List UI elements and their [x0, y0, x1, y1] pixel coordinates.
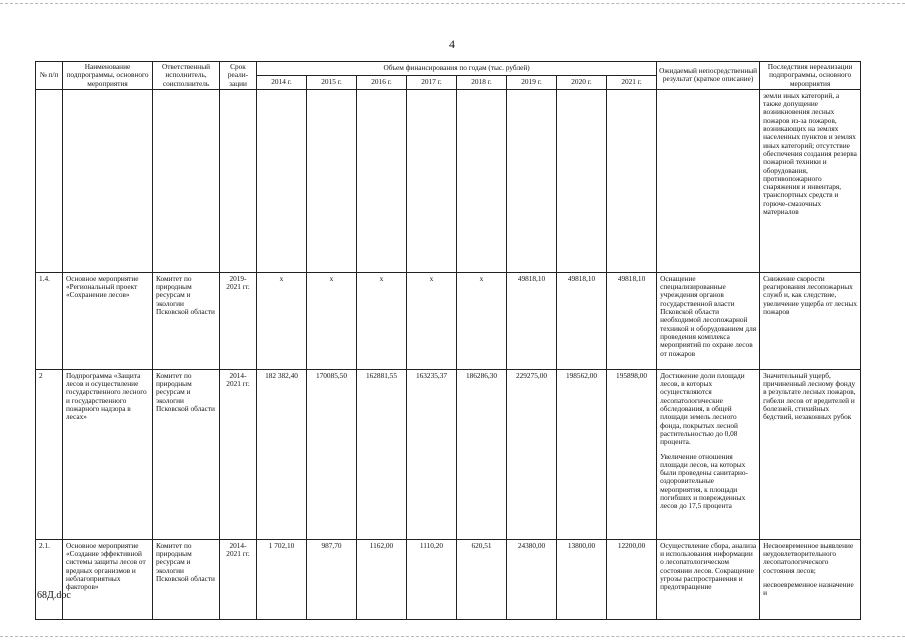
- table-header: [36, 62, 861, 90]
- cell-empty: [507, 89, 557, 272]
- cell-term: 2014-2021 гг.: [220, 369, 257, 539]
- cell-empty: [557, 89, 607, 272]
- result-paragraph: Увеличение отношения площади лесов, на которых были проведены санитарно-оздоровительные мероприятия, к площади погибших и поврежденных лесов до 17,5 процента: [660, 451, 748, 511]
- header-year: 2017 г.: [407, 75, 457, 89]
- result-paragraph: Оснащение специализированные учреждения органов государственной власти Псковской области необходимой лесопожарной техникой и оборудованием для проведения комплекса мероприятий по охране лесов от пожаров: [660, 273, 757, 358]
- header-year: 2015 г.: [307, 75, 357, 89]
- header-term: Срок реали-зации: [220, 62, 257, 90]
- cell-result: [657, 369, 760, 539]
- cell-empty: [357, 89, 407, 272]
- cell-value: 182 382,40: [257, 369, 307, 539]
- header-consequences: Последствия нереализации подпрограммы, основного мероприятия: [760, 62, 861, 90]
- cell-empty: [307, 89, 357, 272]
- table-row: [36, 272, 861, 369]
- cell-value: х: [307, 272, 357, 369]
- cell-empty: [607, 89, 657, 272]
- cell-name: Подпрограмма «Защита лесов и осуществление государственного лесного и государственного пожарного надзора в лесах»: [63, 369, 153, 539]
- program-table: [35, 61, 861, 620]
- cell-name: Основное мероприятие «Региональный проект «Сохранение лесов»: [63, 272, 153, 369]
- cell-executor: Комитет по природным ресурсам и экологии Псковской области: [153, 369, 220, 539]
- cell-empty: [36, 89, 63, 272]
- cell-value: 13800,00: [557, 539, 607, 619]
- cell-value: 1 702,10: [257, 539, 307, 619]
- cell-term: 2014-2021 гг.: [220, 539, 257, 619]
- cell-value: 163235,37: [407, 369, 457, 539]
- cell-value: х: [357, 272, 407, 369]
- header-name: Наименование подпрограммы, основного мероприятия: [63, 62, 153, 90]
- consequence-paragraph: Снижение скорости реагирования лесопожарных служб и, как следствие, увеличение ущерба от лесных пожаров: [763, 273, 857, 317]
- cell-executor: Комитет по природным ресурсам и экологии Псковской области: [153, 272, 220, 369]
- cell-num: 2.1.: [36, 539, 63, 619]
- cell-consequences: [760, 272, 861, 369]
- cell-value: 170085,50: [307, 369, 357, 539]
- cell-value: 24380,00: [507, 539, 557, 619]
- cell-empty: [407, 89, 457, 272]
- cell-num: 2: [36, 369, 63, 539]
- cell-value: 49818,10: [557, 272, 607, 369]
- cell-value: 620,51: [457, 539, 507, 619]
- scan-top-edge: [0, 3, 905, 4]
- page-number: 4: [449, 37, 455, 51]
- consequence-paragraph: Значительный ущерб, причиненный лесному фонду в результате лесных пожаров, гибели лесов от вредителей и болезней, стихийных бедствий, незаконных рубок: [763, 370, 856, 422]
- cell-empty: [657, 89, 760, 272]
- footer-filename: 68Д.doc: [37, 590, 71, 601]
- cell-value: х: [407, 272, 457, 369]
- cell-value: 49818,10: [607, 272, 657, 369]
- cell-value: 1162,00: [357, 539, 407, 619]
- header-year: 2020 г.: [557, 75, 607, 89]
- cell-value: 162881,55: [357, 369, 407, 539]
- cell-executor: Комитет по природным ресурсам и экологии Псковской области: [153, 539, 220, 619]
- table-row-continuation: [36, 89, 861, 272]
- cell-result: [657, 539, 760, 619]
- header-funding: Объем финансирования по годам (тыс. рублей): [257, 62, 657, 76]
- cell-term: 2019-2021 гг.: [220, 272, 257, 369]
- header-year: 2021 г.: [607, 75, 657, 89]
- consequence-paragraph: несвоевременное назначение и: [763, 580, 854, 598]
- result-paragraph: Достижение доли площади лесов, в которых осуществляются лесопатологические обследования, в общей площади земель лесного фонда, покрытых лесной растительностью до 0,08 процента.: [660, 370, 745, 447]
- header-year: 2019 г.: [507, 75, 557, 89]
- cell-value: 198562,00: [557, 369, 607, 539]
- scan-bottom-edge: [0, 636, 905, 637]
- cell-value: 195898,00: [607, 369, 657, 539]
- cell-empty: [457, 89, 507, 272]
- result-paragraph: Осуществление сбора, анализа и использования информации о лесопатологическом состоянии лесов. Сокращение угрозы распространения и предотвращение: [660, 540, 757, 592]
- cell-value: 229275,00: [507, 369, 557, 539]
- header-year: 2016 г.: [357, 75, 407, 89]
- cell-empty: [153, 89, 220, 272]
- header-year: 2014 г.: [257, 75, 307, 89]
- table-row: [36, 369, 861, 539]
- cell-num: 1.4.: [36, 272, 63, 369]
- cell-consequences: [760, 539, 861, 619]
- consequence-paragraph: Несвоевременное выявление неудовлетворительного лесопатологического состояния лесов;: [763, 540, 854, 575]
- cell-value: 1110,20: [407, 539, 457, 619]
- cell-name: Основное мероприятие «Создание эффективной системы защиты лесов от вредных организмов и неблагоприятных факторов»: [63, 539, 153, 619]
- header-executor: Ответственный исполнитель, соисполнитель: [153, 62, 220, 90]
- header-result: Ожидаемый непосредственный результат (краткое описание): [657, 62, 760, 90]
- cell-value: 49818,10: [507, 272, 557, 369]
- cell-value: 186286,30: [457, 369, 507, 539]
- cell-value: 987,70: [307, 539, 357, 619]
- table-row: [36, 539, 861, 619]
- cell-value: х: [257, 272, 307, 369]
- cell-empty: [63, 89, 153, 272]
- cell-value: х: [457, 272, 507, 369]
- cell-consequences: [760, 369, 861, 539]
- cell-result: [657, 272, 760, 369]
- cell-empty: [220, 89, 257, 272]
- header-year: 2018 г.: [457, 75, 507, 89]
- cell-consequences: земли иных категорий, а также допущение возникновения лесных пожаров из-за пожаров, возникающих на землях населенных пунктов и землях иных категорий; отсутствие обеспечения создания резерва пожарной техники и оборудования, противопожарного снаряжения и инвентаря, транспортных средств и горюче-смазочных материалов: [760, 89, 861, 272]
- header-num: № п/п: [36, 62, 63, 90]
- cell-empty: [257, 89, 307, 272]
- cell-value: 12200,00: [607, 539, 657, 619]
